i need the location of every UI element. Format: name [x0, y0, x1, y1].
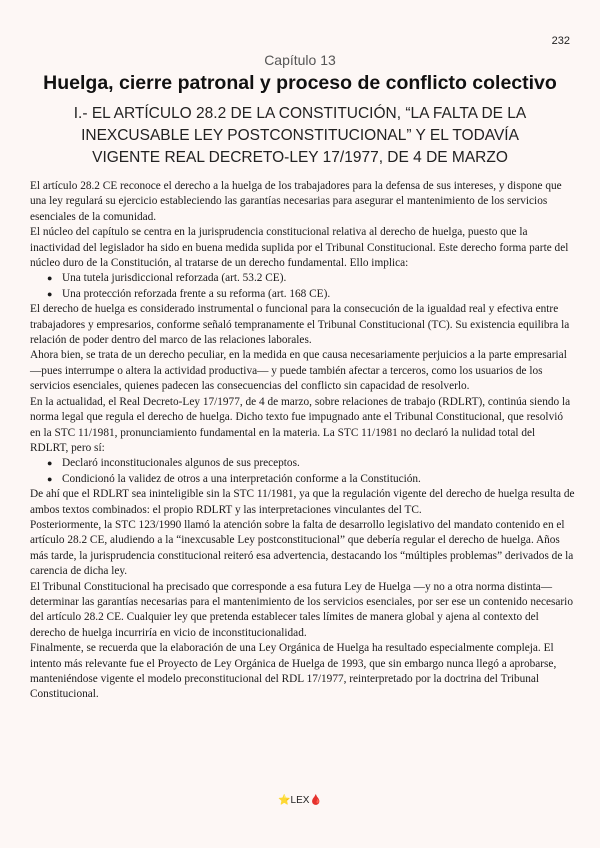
- paragraph-9: Finalmente, se recuerda que la elaboración de una Ley Orgánica de Huelga ha resultado especialmente compleja. El intento más relevante fue el Proyecto de Ley Orgánica de Huelga de 1993, que sin embargo nunca llegó a aprobarse, manteniéndose vigente el modelo preconstitucional del RDL 17/1977, reinterpretado por la doctrina del Tribunal Constitucional.: [30, 642, 557, 701]
- bullet-list-2: [30, 456, 575, 487]
- list-item: ● Una protección reforzada frente a su reforma (art. 168 CE).: [30, 287, 575, 302]
- list-item: ● Una tutela jurisdiccional reforzada (art. 53.2 CE).: [30, 271, 575, 286]
- paragraph-3: El derecho de huelga es considerado instrumental o funcional para la consecución de la igualdad real y efectiva entre trabajadores y empresarios, conforme señaló tempranamente el Tribunal Constitucional (TC). Su existencia equilibra la relación de poder dentro del marco de las relaciones laborales.: [30, 303, 570, 347]
- footer-brand: LEX: [290, 795, 310, 806]
- list-item: ● Declaró inconstitucionales algunos de sus preceptos.: [30, 456, 575, 471]
- paragraph-8: El Tribunal Constitucional ha precisado que corresponde a esa futura Ley de Huelga —y no a otra norma distinta— determinar las garantías necesarias para el mantenimiento de los servicios esenciales, por ser ese un contenido necesario del artículo 28.2 CE. Cualquier ley que pretenda establecer tales límites de manera global y ajena al contexto del derecho de huelga incurriría en vicio de inconstitucionalidad.: [30, 580, 573, 639]
- section-heading: I.- EL ARTÍCULO 28.2 DE LA CONSTITUCIÓN, “LA FALTA DE LA INEXCUSABLE LEY POSTCONSTITUCIONAL” Y EL TODAVÍA VIGENTE REAL DECRETO-LEY 17/1977, DE 4 DE MARZO: [73, 105, 527, 166]
- paragraph-4: Ahora bien, se trata de un derecho peculiar, en la medida en que causa necesariamente perjuicios a la parte empresarial —pues interrumpe o altera la actividad productiva— y puede también afectar a terceros, como los usuarios de los servicios esenciales, quienes padecen las consecuencias del conflicto sin capacidad de resolverlo.: [30, 349, 567, 393]
- paragraph-6: De ahí que el RDLRT sea ininteligible sin la STC 11/1981, ya que la regulación vigente del derecho de huelga resulta de ambos textos combinados: el propio RDLRT y las interpretaciones vinculantes del TC.: [30, 488, 575, 516]
- chapter-label: Capítulo 13: [264, 52, 336, 68]
- paragraph-1: El artículo 28.2 CE reconoce el derecho a la huelga de los trabajadores para la defensa de sus intereses, y dispone que una ley regulará su ejercicio estableciendo las garantías necesarias para asegurar el mantenimiento de los servicios esenciales de la comunidad.: [30, 180, 562, 223]
- paragraph-2: El núcleo del capítulo se centra en la jurisprudencia constitucional relativa al derecho de huelga, puesto que la inactividad del legislador ha sido en buena medida suplida por el Tribunal Constitucional. Este derecho forma parte del núcleo duro de la Constitución, al tratarse de un derecho fundamental. Ello implica:: [30, 226, 569, 270]
- drop-icon: 🩸: [309, 795, 322, 806]
- page-title: Huelga, cierre patronal y proceso de conflicto colectivo: [43, 72, 557, 94]
- paragraph-7: Posteriormente, la STC 123/1990 llamó la atención sobre la falta de desarrollo legislativo del mandato contenido en el artículo 28.2 CE, aludiendo a la “inexcusable Ley postconstitucional” que debería regular el derecho de huelga. Años más tarde, la jurisprudencia constitucional reiteró esa advertencia, destacando los “múltiples problemas” derivados de la carencia de dicha ley.: [30, 518, 574, 578]
- paragraph-5: En la actualidad, el Real Decreto-Ley 17/1977, de 4 de marzo, sobre relaciones de trabajo (RDLRT), continúa siendo la norma legal que regula el derecho de huelga. Dicho texto fue impugnado ante el Tribunal Constitucional, que resolvió en la STC 11/1981, pronunciamiento fundamental en la materia. La STC 11/1981 no declaró la nulidad total del RDLRT, pero sí:: [30, 395, 571, 454]
- star-icon: ⭐: [278, 795, 291, 806]
- page-number: 232: [551, 35, 570, 47]
- list-item: ● Condicionó la validez de otros a una interpretación conforme a la Constitución.: [30, 472, 575, 487]
- body-text: [30, 179, 575, 703]
- bullet-list-1: [30, 271, 575, 302]
- footer-logo: [0, 795, 600, 806]
